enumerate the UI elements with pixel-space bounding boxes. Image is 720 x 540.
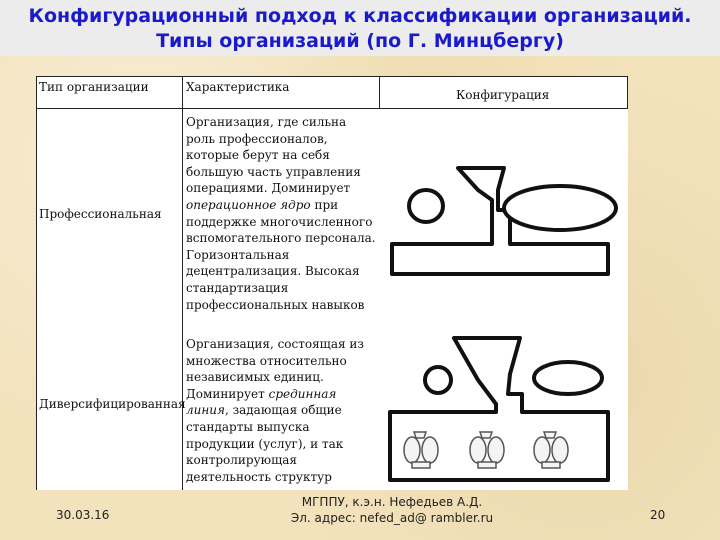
technostructure-circle-2	[425, 367, 451, 393]
diversified-configuration-diagram	[386, 334, 622, 484]
footer-email: Эл. адрес: nefed_ad@ rambler.ru	[290, 511, 494, 525]
row-professional-type: Профессиональная	[39, 207, 162, 221]
row-professional-description: Организация, где сильна роль профессионалов, которые берут на себя большую часть управления операциями. Доминирует операционное ядро при поддержке многочисленного вспомогательного персонала. Горизонтальная децентрализация. Высокая стандартизация профессиональных навыков	[186, 115, 376, 312]
slide-title-line-2: Типы организаций (по Г. Минцбергу)	[156, 30, 564, 52]
footer-date: 30.03.16	[56, 508, 110, 522]
header-characteristic: Характеристика	[186, 80, 290, 94]
professional-dominant-part: операционное ядро	[186, 197, 311, 212]
slide-title-line-1: Конфигурационный подход к классификации организаций.	[28, 5, 692, 27]
organization-types-table	[36, 76, 628, 490]
row-diversified-type: Диверсифицированная	[39, 397, 186, 411]
row-diversified-description: Организация, состоящая из множества относительно независимых единиц. Доминирует срединная линия, задающая общие стандарты выпуска продукции (услуг), и так контролирующая деятельность структур	[186, 337, 364, 484]
slide-title	[0, 0, 720, 56]
header-type: Тип организации	[39, 80, 149, 94]
header-bottom-border	[36, 108, 628, 109]
table-right-border	[627, 76, 628, 108]
professional-configuration-diagram	[386, 164, 622, 276]
table-left-border	[36, 76, 37, 326]
support-staff-ellipse	[504, 186, 616, 230]
column-divider-1	[182, 76, 183, 326]
column-divider-2	[379, 76, 380, 108]
footer-page-number: 20	[650, 508, 666, 522]
support-ellipse-2	[534, 362, 602, 394]
table-top-border	[36, 76, 628, 77]
table-left-border-lower	[36, 326, 37, 490]
header-configuration: Конфигурация	[456, 88, 550, 102]
footer-author-name: МГППУ, к.э.н. Нефедьев А.Д.	[301, 495, 483, 509]
technostructure-circle	[409, 190, 443, 222]
diversified-dominant-part: срединная линия	[186, 386, 337, 418]
footer-author	[282, 494, 502, 526]
